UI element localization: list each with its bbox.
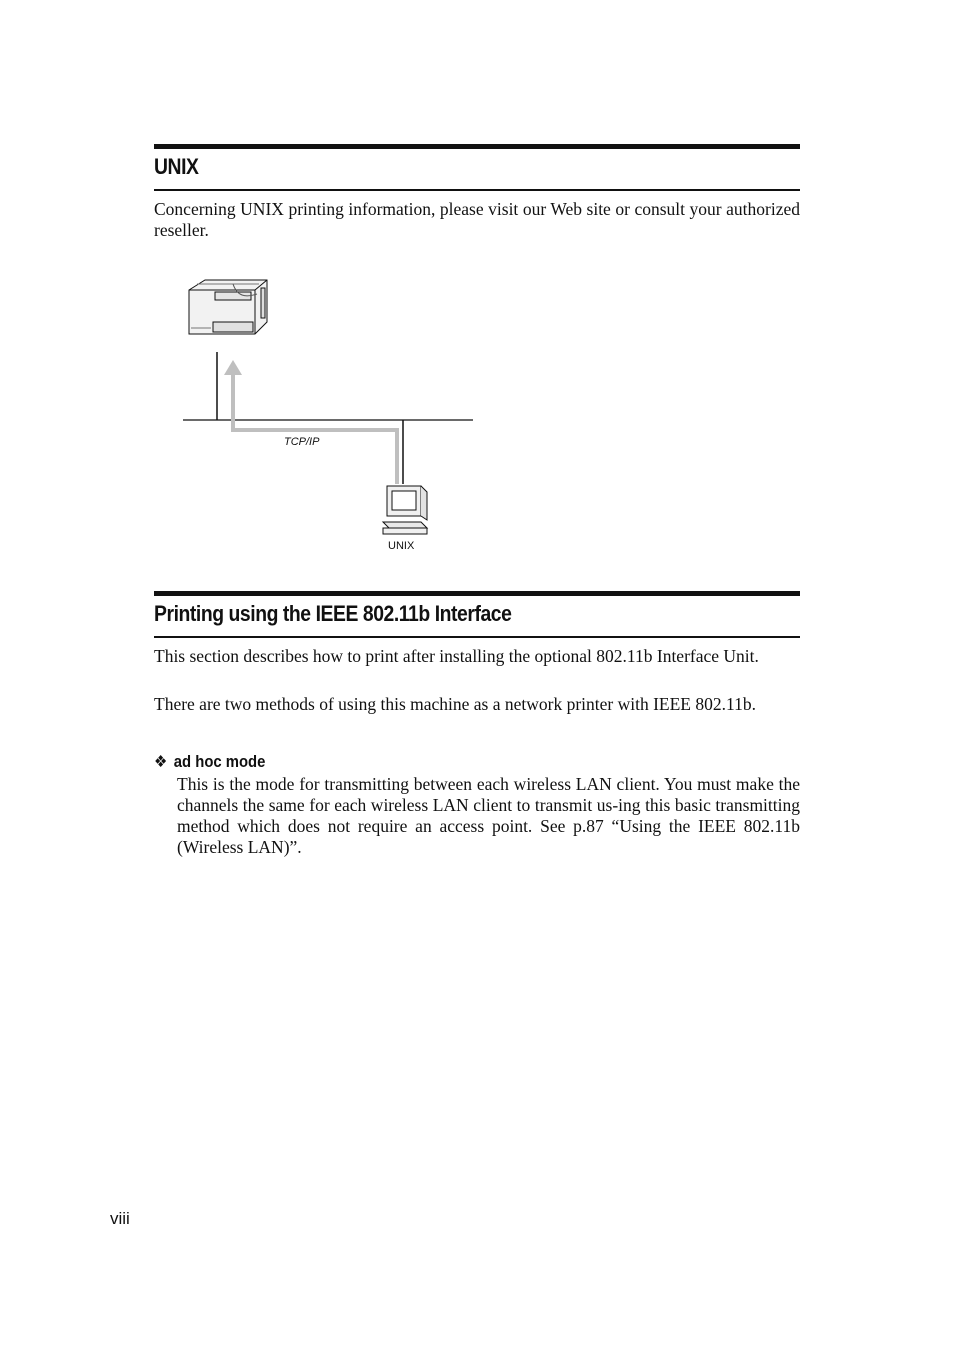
printer-icon (189, 280, 267, 334)
computer-label: UNIX (388, 540, 415, 552)
network-diagram-svg (175, 270, 485, 565)
section-rule-bottom (154, 636, 800, 638)
unix-paragraph: Concerning UNIX printing information, please visit our Web site or consult your authorized reseller. (154, 199, 800, 240)
ieee-paragraph-1: This section describes how to print after installing the optional 802.11b Interface Unit. (154, 646, 759, 666)
protocol-label: TCP/IP (284, 436, 320, 448)
computer-icon (383, 486, 427, 534)
section-rule-top (154, 144, 800, 149)
data-flow-arrow (224, 360, 397, 484)
network-diagram (175, 270, 485, 565)
subsection-title: ad hoc mode (173, 753, 266, 771)
diamond-bullet-icon: ❖ (154, 753, 168, 771)
section-title-ieee: Printing using the IEEE 802.11b Interface (154, 601, 512, 626)
adhoc-paragraph: This is the mode for transmitting between each wireless LAN client. You must make the channels the same for each wireless LAN client to transmit us-ing this basic transmitting method which does not require an access point. See p.87 “Using the IEEE 802.11b (Wireless LAN)”. (177, 774, 800, 857)
section-title-unix: UNIX (154, 154, 199, 179)
section-rule-top (154, 591, 800, 596)
section-rule-bottom (154, 189, 800, 191)
subsection-heading (154, 752, 265, 772)
ieee-paragraph-2: There are two methods of using this machine as a network printer with IEEE 802.11b. (154, 694, 756, 714)
page-number: viii (110, 1209, 130, 1228)
